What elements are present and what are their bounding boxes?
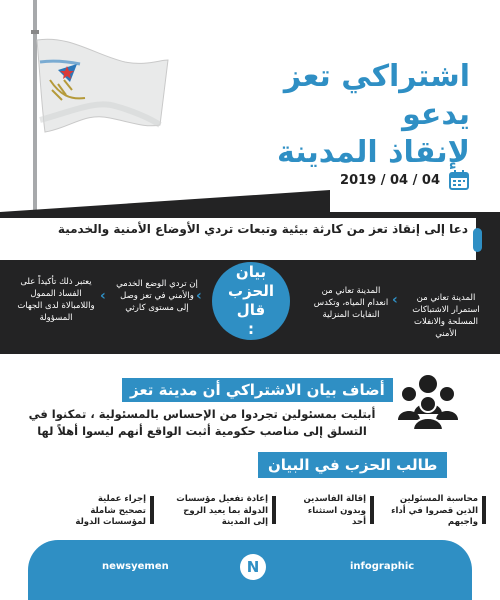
demand-item-3: إعادة تفعيل مؤسسات الدولة بما يعيد الروح إلى المدينة [176,494,268,527]
dark-section-slant [0,190,330,212]
footer-label: infographic [350,561,415,572]
badge-line-3: : [248,320,254,338]
title-line-2: لإنقاذ المدينة [277,135,470,170]
badge-line-1: بيان [235,263,267,281]
intro-bullet [473,228,482,252]
statement-column-1: المدينة تعاني من استمرار الاشتباكات المسلحة والانفلات الأمني [412,293,480,339]
demand-item-4: إجراء عملية تصحيح شاملة لمؤسسات الدولة [75,494,146,527]
badge-line-2: الحزب قال [228,282,274,319]
demand-marker [150,496,154,524]
page-title [210,58,470,172]
demand-marker [370,496,374,524]
demands-title: طالب الحزب في البيان [258,452,447,478]
footer-site-name: newsyemen [102,561,169,572]
chevron-left-icon: ‹ [392,292,398,308]
calendar-icon [448,169,470,191]
chevron-left-icon: ‹ [100,288,106,304]
people-group-icon [396,374,460,430]
demand-marker [482,496,486,524]
added-title: أضاف بيان الاشتراكي أن مدينة تعز [122,378,393,402]
flag-image [0,0,180,215]
date-text: 2019 / 04 / 04 [340,172,440,188]
date-row [340,168,470,192]
demand-marker [272,496,276,524]
added-text: أبتليت بمسئولين تجردوا من الإحساس بالمسئولية ، تمكنوا في التسلق إلى مناصب حكومية أثبت الواقع أنهم ليسوا أهلاً لها [28,407,376,438]
party-statement-badge [212,262,290,340]
demand-item-1: محاسبة المسئولين الذين قصروا في أداء واجبهم [391,494,478,527]
demand-item-2: إقالة الفاسدين وبدون استثناء أحد [303,494,366,527]
statement-column-4: يعتبر ذلك تأكيداً على الفساد الممول واللامبالاة لدى الجهات المسؤولة [17,277,95,323]
statement-column-3: إن تردي الوضع الخدمي والأمني في تعز وصل إلى مستوى كارثي [116,279,198,313]
chevron-left-icon: ‹ [196,288,202,304]
intro-text: دعا إلى إنقاذ تعز من كارثة بيئية وتبعات تردي الأوضاع الأمنية والخدمية [57,222,468,236]
newsyemen-logo: N [240,554,266,580]
title-line-1: اشتراكي تعز يدعو [283,59,470,132]
statement-column-2: المدينة تعاني من انعدام المياه، وتكدس النفايات المنزلية [313,286,389,320]
